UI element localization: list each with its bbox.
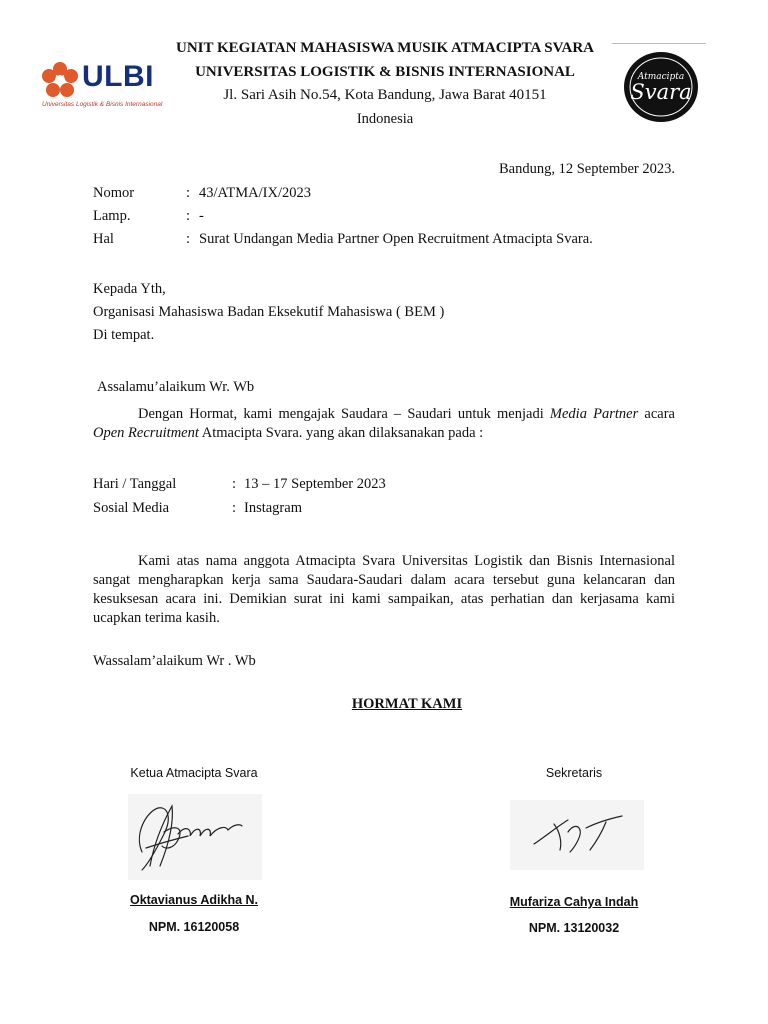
event-colon: : (232, 500, 237, 516)
svara-logo-small-text: Atmacipta (637, 72, 685, 82)
opening-greeting: Assalamu’alaikum Wr. Wb (97, 379, 255, 395)
paragraph-text: acara (638, 406, 675, 422)
meta-value-hal: Surat Undangan Media Partner Open Recruitment Atmacipta Svara. (199, 231, 593, 247)
event-value-date: 13 – 17 September 2023 (244, 476, 386, 492)
closing-greeting: Wassalam’alaikum Wr . Wb (93, 653, 256, 669)
letter-date: Bandung, 12 September 2023. (499, 161, 675, 177)
paragraph-text: Atmacipta Svara. yang akan dilaksanakan pada : (198, 425, 484, 441)
recipient-salutation: Kepada Yth, (93, 281, 166, 297)
event-label-date: Hari / Tanggal (93, 476, 177, 492)
signatory-name-chair: Oktavianus Adikha N. (129, 893, 259, 907)
signature-chair (128, 794, 262, 880)
meta-colon: : (186, 208, 191, 224)
header-rule (612, 43, 706, 44)
letterhead-unit-name: UNIT KEGIATAN MAHASISWA MUSIK ATMACIPTA SVARA (176, 40, 594, 56)
handwritten-signature-icon (128, 794, 262, 880)
meta-colon: : (186, 185, 191, 201)
signature-secretary (510, 800, 644, 870)
ulbi-logo-subtitle: Universitas Logistik & Bisnis Internasional (42, 101, 163, 108)
recipient-organization: Organisasi Mahasiswa Badan Eksekutif Mahasiswa ( BEM ) (93, 304, 445, 320)
recipient-place: Di tempat. (93, 327, 155, 343)
ulbi-logo-text: ULBI (82, 60, 154, 93)
event-value-social: Instagram (244, 500, 302, 516)
ulbi-flower-logo-icon (40, 61, 80, 101)
signatory-name-secretary: Mufariza Cahya Indah (509, 895, 639, 909)
atmacipta-svara-logo-icon (621, 49, 701, 125)
event-label-social: Sosial Media (93, 500, 170, 516)
signatory-npm-chair: NPM. 16120058 (148, 920, 240, 934)
meta-label-hal: Hal (93, 231, 114, 247)
meta-label-lamp: Lamp. (93, 208, 131, 224)
hormat-kami-heading: HORMAT KAMI (351, 696, 463, 712)
paragraph-emphasis: Open Recruitment (93, 425, 199, 441)
meta-label-nomor: Nomor (93, 185, 135, 201)
paragraph-text: Dengan Hormat, kami mengajak Saudara – Saudari untuk menjadi (138, 406, 550, 422)
meta-colon: : (186, 231, 191, 247)
signatory-npm-secretary: NPM. 13120032 (528, 921, 620, 935)
letterhead-university: UNIVERSITAS LOGISTIK & BISNIS INTERNASIONAL (195, 64, 575, 80)
svara-logo-big-text: Svara (630, 80, 692, 104)
closing-paragraph: Kami atas nama anggota Atmacipta Svara Universitas Logistik dan Bisnis Internasional sangat mengharapkan kerja sama Saudara-Saudari dalam acara tersebut guna kelancaran dan kesuksesan acara ini. Demikian surat ini kami sampaikan, atas perhatian dan kerjasama kami ucapkan terima kasih. (93, 553, 675, 626)
meta-value-lamp: - (199, 208, 204, 224)
handwritten-signature-icon (510, 800, 644, 870)
signatory-title-secretary: Sekretaris (545, 766, 603, 780)
letterhead-country: Indonesia (356, 111, 414, 127)
meta-value-nomor: 43/ATMA/IX/2023 (199, 185, 311, 201)
letterhead-address: Jl. Sari Asih No.54, Kota Bandung, Jawa Barat 40151 (223, 87, 547, 103)
signatory-title-chair: Ketua Atmacipta Svara (130, 766, 258, 780)
event-colon: : (232, 476, 237, 492)
paragraph-emphasis: Media Partner (549, 406, 639, 422)
invitation-paragraph (93, 405, 675, 443)
